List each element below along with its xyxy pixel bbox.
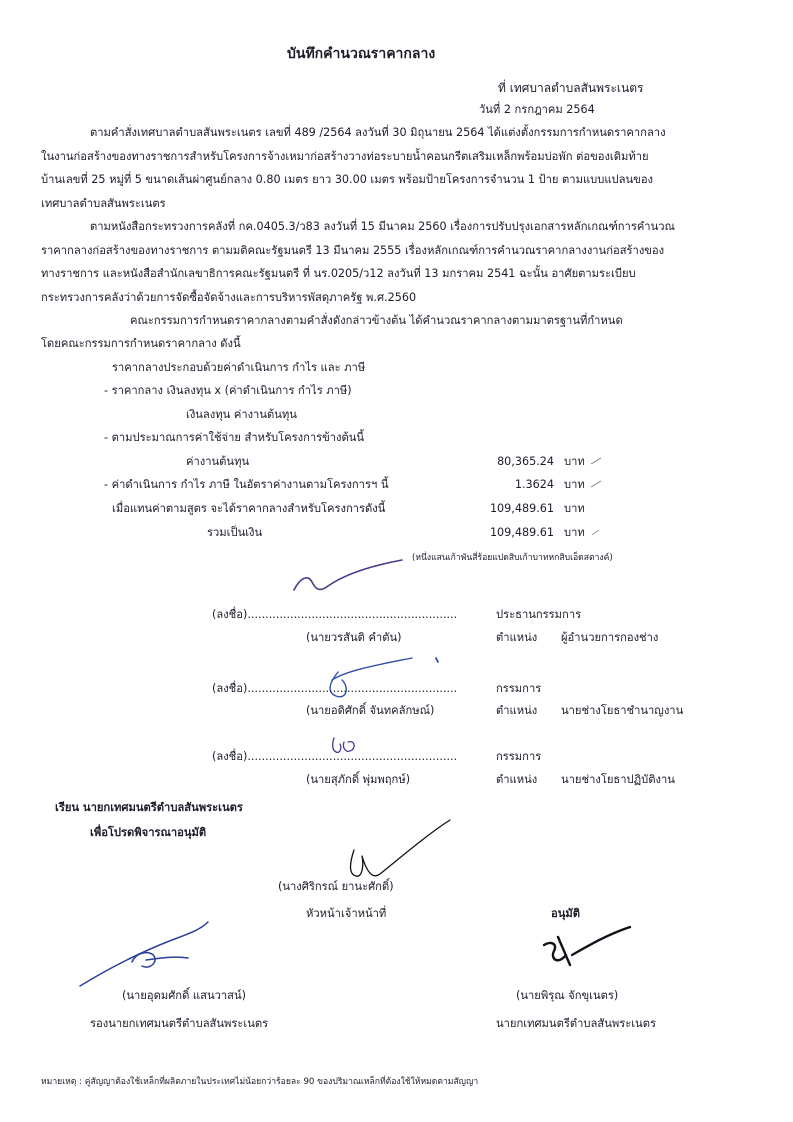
factor-value: 1.3624 — [514, 478, 554, 491]
check-mark-icon — [590, 456, 602, 466]
mayor-name: (นายพิรุณ จักขุเนตร) — [516, 989, 619, 1002]
para1-line-2: ในงานก่อสร้างของทางราชการสำหรับโครงการจ้างเหมาก่อสร้างวางท่อระบายน้ำคอนกรีตเสริมเหล็กพร้อมบ่อพัก ต่อของเดิมท้าย — [41, 150, 649, 163]
para2-line-1: ตามหนังสือกระทรวงการคลังที่ กค.0405.3/ว83 ลงวันที่ 15 มีนาคม 2560 เรื่องการปรับปรุงเอกสารหลักเกณฑ์การคำนวณ — [90, 220, 675, 233]
footnote: หมายเหตุ : คู่สัญญาต้องใช้เหล็กที่ผลิตภายในประเทศไม่น้อยกว่าร้อยละ 90 ของปริมาณเหล็กที่ต้องใช้ให้หมดตามสัญญา — [41, 1077, 479, 1087]
para3-line-1: คณะกรรมการกำหนดราคากลางตามคำสั่งดังกล่าวข้างต้น ได้คำนวณราคากลางตามมาตรฐานที่กำหนด — [130, 314, 623, 327]
check-mark-icon — [590, 527, 602, 537]
signature-line-1: (ลงชื่อ)........................................................... — [212, 608, 458, 621]
head-name: (นางศิริกรณ์ ยานะศักดิ์) — [278, 880, 394, 893]
signature-head-image — [340, 818, 460, 888]
amount-in-words: (หนึ่งแสนเก้าพันสี่ร้อยแปดสิบเก้าบาทหกสิบเอ็ดสตางค์) — [412, 553, 613, 563]
total-label: รวมเป็นเงิน — [207, 526, 263, 539]
signature-line-3: (ลงชื่อ)........................................................... — [212, 750, 458, 763]
signer-3-position-label: ตำแหน่ง — [496, 773, 538, 786]
para1-line-1: ตามคำสั่งเทศบาลตำบลสันพระเนตร เลขที่ 489 /2564 ลงวันที่ 30 มิถุนายน 2564 ได้แต่งตั้งกรรมการกำหนดราคากลาง — [90, 126, 666, 139]
address-purpose: เพื่อโปรดพิจารณาอนุมัติ — [90, 826, 207, 839]
calc-line-4: - ตามประมาณการค่าใช้จ่าย สำหรับโครงการข้างต้นนี้ — [104, 431, 365, 444]
deputy-title: รองนายกเทศมนตรีตำบลสันพระเนตร — [90, 1017, 269, 1030]
factor-label: - ค่าดำเนินการ กำไร ภาษี ในอัตราค่างานตามโครงการฯ นี้ — [104, 478, 389, 491]
signer-1-name: (นายวรสันติ คำตัน) — [306, 631, 402, 644]
head-title: หัวหน้าเจ้าหน้าที่ — [306, 907, 387, 920]
signature-mayor-image — [536, 925, 636, 975]
signer-1-position: ผู้อำนวยการกองช่าง — [561, 631, 659, 644]
signature-2-image — [312, 650, 452, 710]
approve-label: อนุมัติ — [551, 907, 581, 920]
calc-line-3: เงินลงทุน ค่างานต้นทุน — [186, 408, 297, 421]
factor-unit: บาท — [564, 478, 585, 491]
formula-result-unit: บาท — [564, 502, 585, 515]
signer-3-name: (นายสุภักดิ์ พุ่มพฤกษ์) — [306, 773, 411, 786]
para1-line-4: เทศบาลตำบลสันพระเนตร — [41, 197, 166, 210]
calc-line-1: ราคากลางประกอบด้วยค่าดำเนินการ กำไร และ ภาษี — [112, 361, 366, 374]
signature-line-2: (ลงชื่อ)........................................................... — [212, 682, 458, 695]
date-line: วันที่ 2 กรกฎาคม 2564 — [479, 103, 595, 116]
signer-1-position-label: ตำแหน่ง — [496, 631, 538, 644]
address-to: เรียน นายกเทศมนตรีตำบลสันพระเนตร — [55, 801, 243, 814]
signer-3-role: กรรมการ — [496, 750, 542, 763]
signer-2-position: นายช่างโยธาชำนาญงาน — [561, 704, 684, 717]
mayor-title: นายกเทศมนตรีตำบลสันพระเนตร — [496, 1017, 656, 1030]
total-value: 109,489.61 — [489, 526, 554, 539]
signer-2-role: กรรมการ — [496, 682, 542, 695]
signer-1-role: ประธานกรรมการ — [496, 608, 582, 621]
signer-2-name: (นายอดิศักดิ์ จันทคลักษณ์) — [306, 704, 435, 717]
para1-line-3: บ้านเลขที่ 25 หมู่ที่ 5 ขนาดเส้นผ่าศูนย์กลาง 0.80 เมตร ยาว 30.00 เมตร พร้อมป้ายโครงการจำนวน 1 ป้าย ตามแบบแปลนของ — [41, 173, 653, 186]
signer-3-position: นายช่างโยธาปฏิบัติงาน — [561, 773, 675, 786]
calc-line-2: - ราคากลาง เงินลงทุน x (ค่าดำเนินการ กำไร ภาษี) — [104, 384, 352, 397]
para2-line-4: กระทรวงการคลังว่าด้วยการจัดซื้อจัดจ้างและการบริหารพัสดุภาครัฐ พ.ศ.2560 — [41, 291, 417, 304]
formula-result-label: เมื่อแทนค่าตามสูตร จะได้ราคากลางสำหรับโครงการดังนี้ — [112, 502, 386, 515]
signature-1-image — [290, 556, 410, 606]
cost-unit: บาท — [564, 455, 585, 468]
deputy-name: (นายอุดมศักดิ์ แสนวาสน์) — [122, 989, 246, 1002]
formula-result-value: 109,489.61 — [489, 502, 554, 515]
signature-deputy-image — [76, 918, 226, 990]
page-title: บันทึกคำนวณราคากลาง — [287, 46, 436, 62]
signer-2-position-label: ตำแหน่ง — [496, 704, 538, 717]
total-unit: บาท — [564, 526, 585, 539]
cost-value: 80,365.24 — [497, 455, 554, 468]
cost-label: ค่างานต้นทุน — [186, 455, 250, 468]
organization-line: ที่ เทศบาลตำบลสันพระเนตร — [498, 81, 644, 95]
check-mark-icon — [590, 479, 602, 489]
para2-line-2: ราคากลางก่อสร้างของทางราชการ ตามมติคณะรัฐมนตรี 13 มีนาคม 2555 เรื่องหลักเกณฑ์การคำนวณราคากลางงานก่อสร้างของ — [41, 244, 665, 257]
para3-line-2: โดยคณะกรรมการกำหนดราคากลาง ดังนี้ — [41, 337, 241, 350]
para2-line-3: ทางราชการ และหนังสือสำนักเลขาธิการคณะรัฐมนตรี ที่ นร.0205/ว12 ลงวันที่ 13 มกราคม 2541 ฉะนั้น อาศัยตามระเบียบ — [41, 267, 636, 280]
